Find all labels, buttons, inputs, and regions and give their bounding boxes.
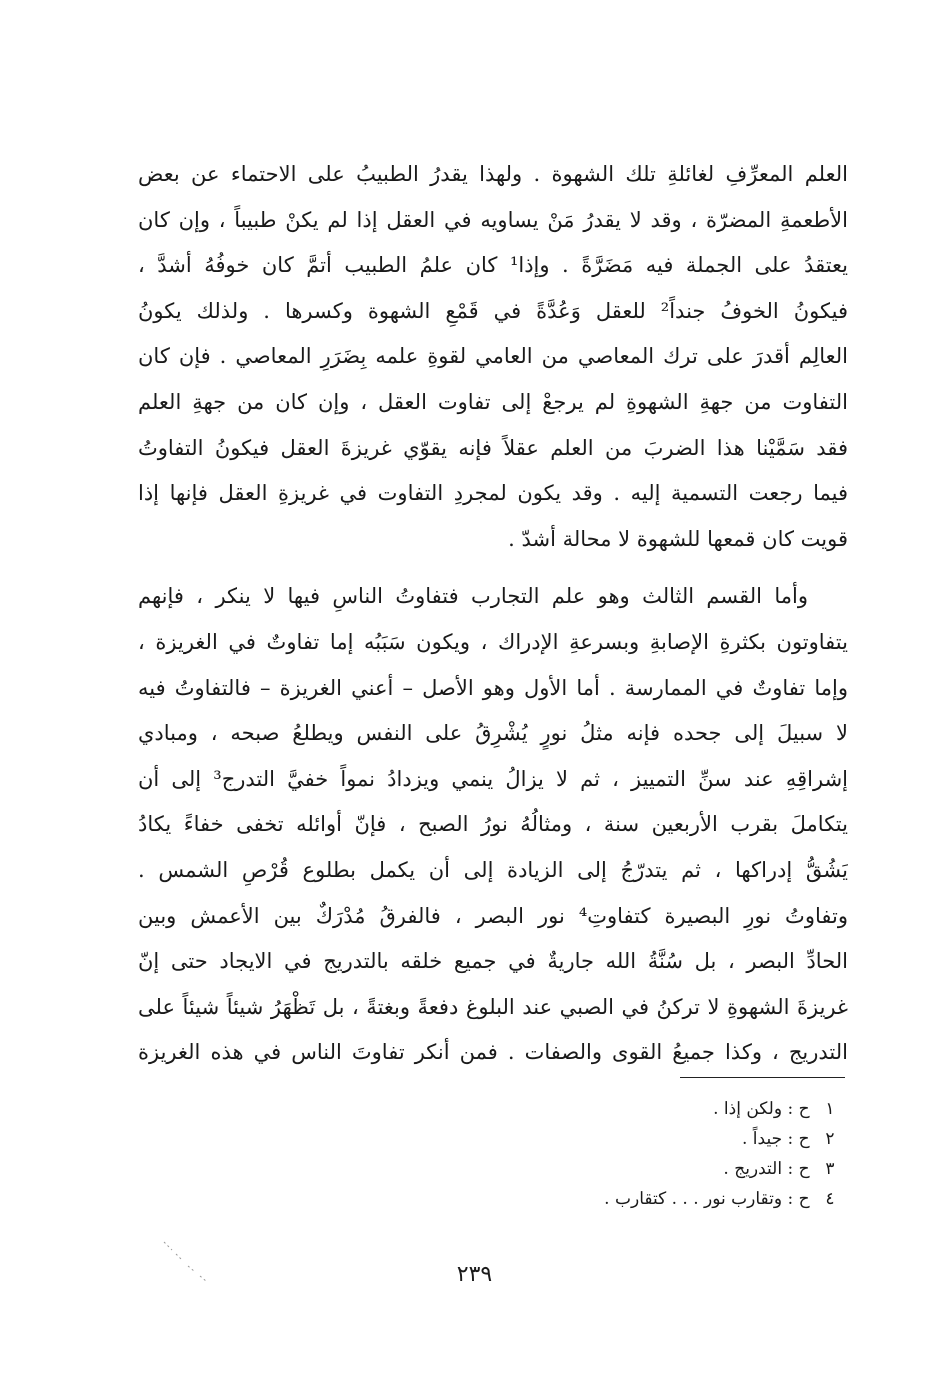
scan-mark [160,1238,220,1288]
main-text [138,152,848,1076]
text-line: فقد سَمَّيْنا هذا الضربَ من العلم عقلاً فإنه يقوّي غريزةَ العقل فيكونُ التفاوتُ [138,435,848,460]
footnote-item [500,1124,845,1154]
footnote-item [500,1094,845,1124]
text-line: يتكاملَ بقرب الأربعين سنة ، ومثالُهُ نورُ الصبح ، فإنّ أوائله تخفى خفاءً يكادُ [138,812,848,837]
footnote-text: ح : التدريج . [723,1159,810,1179]
text-line: لا سبيلَ إلى جحده فإنه مثلُ نورٍ يُشْرِقُ على النفس ويطلعُ صبحه ، ومبادي [138,721,848,746]
footnote-item [500,1184,845,1214]
text-line: الأطعمةِ المضرّة ، وقد لا يقدرُ مَنْ يساويه في العقل إذا لم يكنْ طبيباً ، وإن كان [138,207,848,232]
text-line: يَشُقُّ إدراكها ، ثم يتدرّجُ إلى الزيادة إلى أن يكمل بطلوع قُرْصِ الشمس . [138,857,848,882]
footnote-text: ح : وتقارب نور . . . كتقارب . [604,1189,810,1209]
footnote-number: ٢ [825,1129,835,1149]
text-line: وتفاوتُ نورِ البصيرة كتفاوتِ⁴ نور البصر ، فالفرقُ مُدْرَكٌ بين الأعمش وبين [138,903,848,928]
text-line: يعتقدُ على الجملة فيه مَضَرَّةً . وإذا¹ كان علمُ الطبيب أتمَّ كان خوفُهُ أشدَّ ، [138,253,848,278]
footnotes [500,1094,845,1214]
paragraph-2 [138,574,848,1076]
footnote-divider [680,1077,845,1078]
text-line: فيكونُ الخوفُ جنداً² للعقل وَعُدَّةً في قَمْعِ الشهوة وكسرها . ولذلك يكونُ [138,298,848,323]
footnote-number: ١ [825,1099,835,1119]
text-line: وأما القسم الثالث وهو علم التجارب فتفاوتُ الناسِ فيها لا ينكر ، فإنهم [138,584,808,609]
footnote-text: ح : جيداً . [741,1129,810,1149]
text-line: قويت كان قمعها للشهوة لا محالة أشدّ . [508,526,848,551]
paragraph-1 [138,152,848,562]
text-line: وإما تفاوتٌ في الممارسة . أما الأول وهو الأصل – أعني الغريزة – فالتفاوتُ فيه [138,675,848,700]
text-line: إشراقِهِ عند سنِّ التمييز ، ثم لا يزالُ ينمي ويزدادُ نمواً خفيَّ التدرج³ إلى أن [138,766,848,791]
text-line: يتفاوتون بكثرةِ الإصابةِ وبسرعةِ الإدراك ، ويكون سَبَبُه إما تفاوتٌ في الغريزة ، [138,629,848,654]
text-line: فيما رجعت التسمية إليه . وقد يكون لمجردِ التفاوت في غريزةِ العقل فإنها إذا [138,481,848,506]
text-line: التفاوت من جهةِ الشهوةِ لم يرجعْ إلى تفاوت العقل ، وإن كان من جهةِ العلم [138,389,848,414]
text-line: العالِم أقدرَ على ترك المعاصي من العامي لقوةِ علمه بِضَرَرِ المعاصي . فإن كان [138,344,848,369]
footnote-number: ٣ [825,1159,835,1179]
page-number: ٢٣٩ [456,1262,493,1287]
footnote-text: ح : ولكن إذا . [713,1099,810,1119]
text-line: العلم المعرِّفِ لغائلةِ تلك الشهوة . ولهذا يقدرُ الطبيبُ على الاحتماء عن بعض [138,162,848,186]
footnote-number: ٤ [825,1189,835,1209]
text-line: الحادِّ البصر ، بل سُنَّةُ الله جاريةٌ في جميع خلقه بالتدريج في الايجاد حتى إنّ [138,949,848,974]
text-line: التدريج ، وكذا جميعُ القوى والصفات . فمن أنكر تفاوتَ الناس في هذه الغريزة [138,1040,848,1065]
footnote-item [500,1154,845,1184]
text-line: غريزةَ الشهوةِ لا تركنُ في الصبي عند البلوغ دفعةً وبغتةً ، بل تَظْهَرُ شيئاً شيئاً على [138,994,848,1019]
